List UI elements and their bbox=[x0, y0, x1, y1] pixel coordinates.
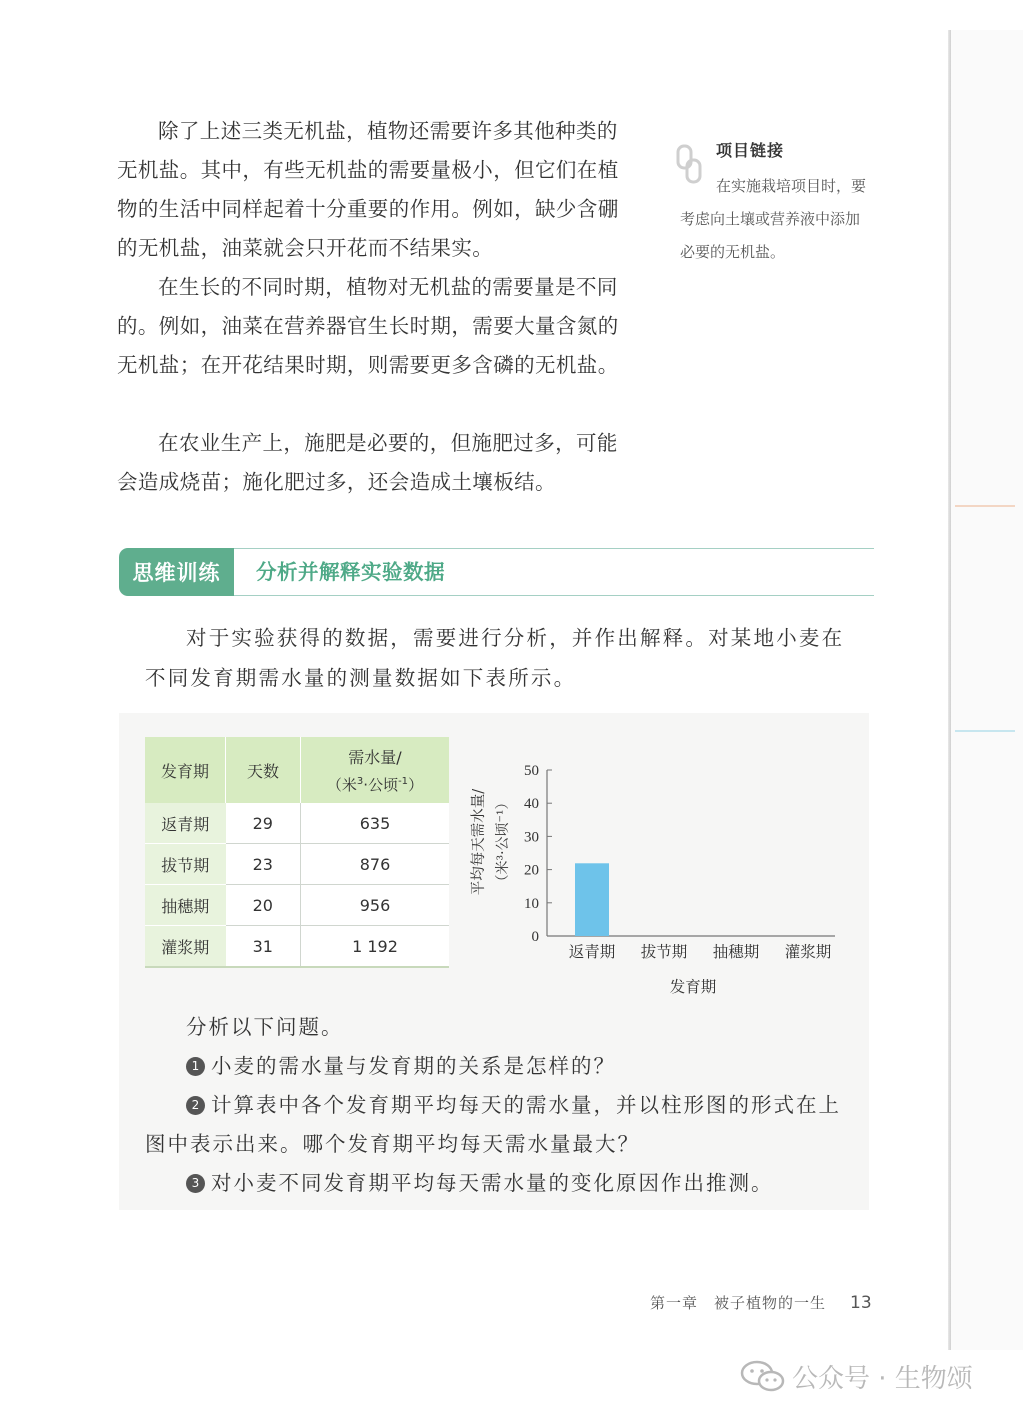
wechat-icon bbox=[740, 1360, 786, 1392]
section-header bbox=[119, 548, 874, 596]
x-category-label: 拔节期 bbox=[640, 943, 688, 961]
watermark bbox=[740, 1355, 973, 1397]
table-row bbox=[145, 803, 449, 844]
table-cell-days: 31 bbox=[226, 926, 301, 968]
table-row bbox=[145, 844, 449, 885]
body-paragraph: 在生长的不同时期，植物对无机盐的需要量是不同的。例如，油菜在营养器官生长时期，需要大量含氮的无机盐；在开花结果时期，则需要更多含磷的无机盐。 bbox=[117, 275, 619, 377]
y-tick-label: 30 bbox=[524, 829, 539, 846]
table-cell-water: 1 192 bbox=[301, 926, 450, 968]
y-tick-label: 20 bbox=[524, 862, 539, 879]
body-paragraph: 在农业生产上，施肥是必要的，但施肥过多，可能会造成烧苗；施化肥过多，还会造成土壤板结。 bbox=[117, 431, 618, 494]
y-tick-label: 50 bbox=[524, 763, 539, 779]
table-cell-days: 23 bbox=[226, 844, 301, 885]
strip-divider bbox=[955, 730, 1015, 732]
table-header-stage: 发育期 bbox=[145, 737, 226, 803]
page-side-strip bbox=[951, 30, 1023, 1350]
table-cell-days: 29 bbox=[226, 803, 301, 844]
questions-intro: 分析以下问题。 bbox=[186, 1015, 344, 1039]
table-cell-stage: 灌浆期 bbox=[145, 926, 226, 968]
table-cell-stage: 返青期 bbox=[145, 803, 226, 844]
page-footer bbox=[650, 1292, 872, 1313]
table-header-water bbox=[301, 737, 450, 803]
aside-title: 项目链接 bbox=[716, 141, 785, 160]
question-block bbox=[145, 1008, 860, 1203]
table-cell-stage: 抽穗期 bbox=[145, 885, 226, 926]
y-axis-unit: （米³·公顷⁻¹） bbox=[495, 795, 511, 889]
question-item: 1 小麦的需水量与发育期的关系是怎样的？ bbox=[145, 1047, 860, 1086]
page-edge bbox=[948, 30, 951, 1350]
question-item: 2 计算表中各个发育期平均每天的需水量，并以柱形图的形式在上图中表示出来。哪个发育期平均每天需水量最大？ bbox=[145, 1093, 841, 1156]
table-header-unit: （米$^3$·公顷$^{-1}$） bbox=[326, 776, 424, 794]
section-title: 分析并解释实验数据 bbox=[256, 560, 445, 584]
strip-divider bbox=[955, 505, 1015, 507]
number-badge: 2 bbox=[186, 1096, 205, 1115]
water-demand-chart bbox=[455, 750, 855, 1005]
table-cell-days: 20 bbox=[226, 885, 301, 926]
table-row bbox=[145, 926, 449, 968]
table-cell-water: 876 bbox=[301, 844, 450, 885]
table-header-water-label: 需水量/ bbox=[348, 748, 402, 767]
x-category-label: 抽穗期 bbox=[712, 943, 760, 961]
section-intro: 对于实验获得的数据，需要进行分析，并作出解释。对某地小麦在不同发育期需水量的测量数据如下表所示。 bbox=[145, 626, 845, 690]
chart-bars bbox=[575, 863, 609, 936]
chart-labels bbox=[470, 763, 831, 996]
y-axis-title: 平均每天需水量/ bbox=[471, 788, 487, 896]
table-cell-stage: 拔节期 bbox=[145, 844, 226, 885]
question-item: 3 对小麦不同发育期平均每天需水量的变化原因作出推测。 bbox=[145, 1164, 860, 1203]
chart-bar bbox=[575, 863, 609, 936]
table-row bbox=[145, 885, 449, 926]
aside-body: 在实施栽培项目时，要考虑向土壤或营养液中添加必要的无机盐。 bbox=[680, 177, 867, 261]
table-cell-water: 635 bbox=[301, 803, 450, 844]
section-tag: 思维训练 bbox=[119, 548, 234, 596]
y-tick-label: 10 bbox=[524, 895, 539, 912]
x-axis-title: 发育期 bbox=[669, 978, 717, 996]
x-category-label: 返青期 bbox=[568, 943, 616, 961]
table-cell-water: 956 bbox=[301, 885, 450, 926]
water-demand-table bbox=[145, 737, 449, 968]
chapter-title: 第一章 被子植物的一生 bbox=[650, 1294, 827, 1312]
number-badge: 1 bbox=[186, 1057, 205, 1076]
body-paragraph: 除了上述三类无机盐，植物还需要许多其他种类的无机盐。其中，有些无机盐的需要量极小，但它们在植物的生活中同样起着十分重要的作用。例如，缺少含硼的无机盐，油菜就会只开花而不结果实。 bbox=[117, 119, 619, 260]
x-category-label: 灌浆期 bbox=[784, 943, 832, 961]
number-badge: 3 bbox=[186, 1174, 205, 1193]
y-tick-label: 40 bbox=[524, 796, 539, 813]
y-tick-label: 0 bbox=[531, 929, 539, 945]
table-header-days: 天数 bbox=[226, 737, 301, 803]
page-number: 13 bbox=[850, 1293, 872, 1313]
watermark-text: 公众号 · 生物颂 bbox=[792, 1363, 973, 1394]
